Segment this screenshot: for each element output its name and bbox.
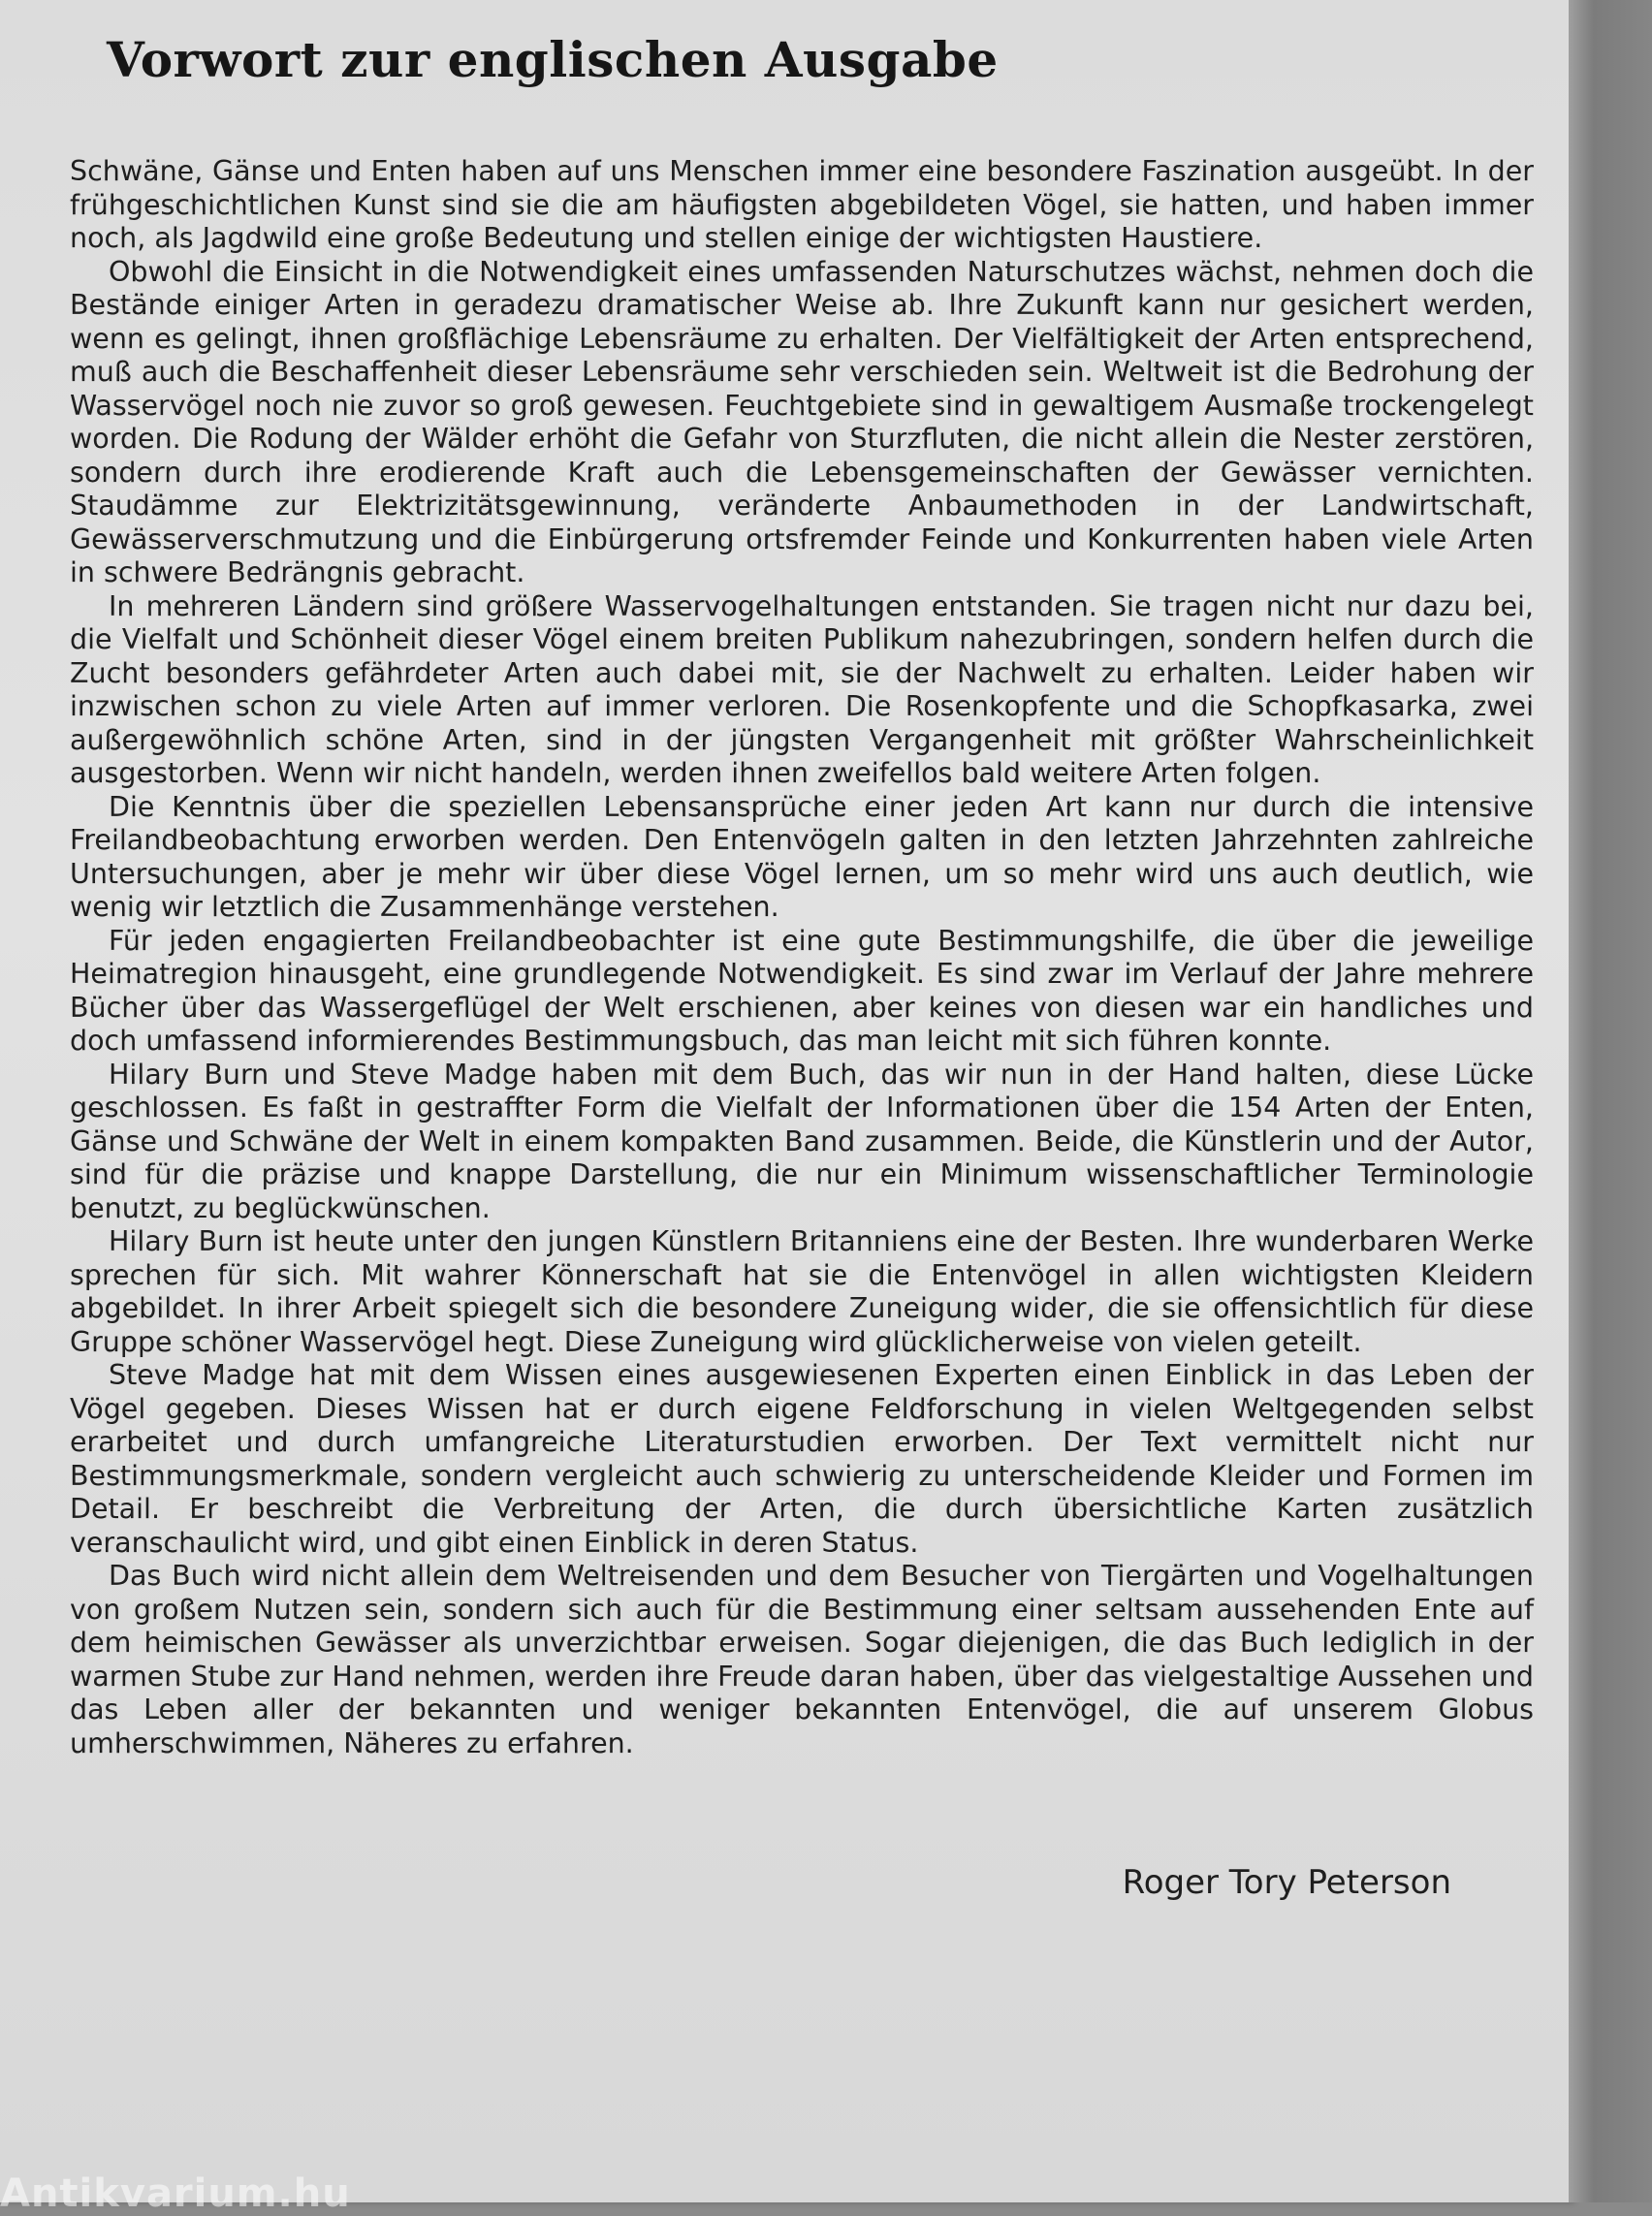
watermark: Antikvarium.hu bbox=[0, 2171, 351, 2216]
paragraph-6: Hilary Burn und Steve Madge haben mit dem Buch, das wir nun in der Hand halten, diese Lücke geschlossen. Es faßt in gestraffter Form die Vielfalt der Informationen über die 154 Arten der Enten, Gänse und Schwäne der Welt in einem kompakten Band zusammen. Beide, die Künstlerin und der Autor, sind für die präzise und knappe Darstellung, die nur ein Minimum wissenschaftlicher Terminologie benutzt, zu beglückwünschen. bbox=[70, 1058, 1534, 1224]
paragraph-3: In mehreren Ländern sind größere Wasservogelhaltungen entstanden. Sie tragen nicht nur dazu bei, die Vielfalt und Schönheit dieser Vögel einem breiten Publikum nahezubringen, sondern helfen durch die Zucht besonders gefährdeter Arten auch dabei mit, sie der Nachwelt zu erhalten. Leider haben wir inzwischen schon zu viele Arten auf immer verloren. Die Rosenkopfente und die Schopfkasarka, zwei außergewöhnlich schöne Arten, sind in der jüngsten Vergangenheit mit größter Wahrscheinlichkeit ausgestorben. Wenn wir nicht handeln, werden ihnen zweifellos bald weitere Arten folgen. bbox=[70, 589, 1534, 789]
foreword-text bbox=[70, 155, 1534, 1760]
author-signature: Roger Tory Peterson bbox=[1122, 1863, 1451, 1902]
paragraph-1: Schwäne, Gänse und Enten haben auf uns Menschen immer eine besondere Faszination ausgeübt. In der frühgeschichtlichen Kunst sind sie die am häufigsten abgebildeten Vögel, sie hatten, und haben immer noch, als Jagdwild eine große Bedeutung und stellen einige der wichtigsten Haustiere. bbox=[70, 155, 1534, 254]
page-edge-shadow bbox=[1569, 0, 1652, 2202]
paragraph-8: Steve Madge hat mit dem Wissen eines ausgewiesenen Experten einen Einblick in das Leben der Vögel gegeben. Dieses Wissen hat er durch eigene Feldforschung in vielen Weltgegenden selbst erarbeitet und durch umfangreiche Literaturstudien erworben. Der Text vermittelt nicht nur Bestimmungsmerkmale, sondern vergleicht auch schwierig zu unterscheidende Kleider und Formen im Detail. Er beschreibt die Verbreitung der Arten, die durch übersichtliche Karten zusätzlich veranschaulicht wird, und gibt einen Einblick in deren Status. bbox=[70, 1359, 1534, 1559]
paragraph-7: Hilary Burn ist heute unter den jungen Künstlern Britanniens eine der Besten. Ihre wunderbaren Werke sprechen für sich. Mit wahrer Könnerschaft hat sie die Entenvögel in allen wichtigsten Kleidern abgebildet. In ihrer Arbeit spiegelt sich die besondere Zuneigung wider, die sie offensichtlich für diese Gruppe schöner Wasservögel hegt. Diese Zuneigung wird glücklicherweise von vielen geteilt. bbox=[70, 1225, 1534, 1358]
paragraph-5: Für jeden engagierten Freilandbeobachter ist eine gute Bestimmungshilfe, die über die jeweilige Heimatregion hinausgeht, eine grundlegende Notwendigkeit. Es sind zwar im Verlauf der Jahre mehrere Bücher über das Wassergeflügel der Welt erschienen, aber keines von diesen war ein handliches und doch umfassend informierendes Bestimmungsbuch, das man leicht mit sich führen konnte. bbox=[70, 924, 1534, 1057]
paragraph-9: Das Buch wird nicht allein dem Weltreisenden und dem Besucher von Tiergärten und Vogelhaltungen von großem Nutzen sein, sondern sich auch für die Bestimmung einer seltsam aussehenden Ente auf dem heimischen Gewässer als unverzichtbar erweisen. Sogar diejenigen, die das Buch lediglich in der warmen Stube zur Hand nehmen, werden ihre Freude daran haben, über das vielgestaltige Aussehen und das Leben aller der bekannten und weniger bekannten Entenvögel, die auf unserem Globus umherschwimmen, Näheres zu erfahren. bbox=[70, 1560, 1534, 1759]
paragraph-2: Obwohl die Einsicht in die Notwendigkeit eines umfassenden Naturschutzes wächst, nehmen doch die Bestände einiger Arten in geradezu dramatischer Weise ab. Ihre Zukunft kann nur gesichert werden, wenn es gelingt, ihnen großflächige Lebensräume zu erhalten. Der Vielfältigkeit der Arten entsprechend, muß auch die Beschaffenheit dieser Lebensräume sehr verschieden sein. Weltweit ist die Bedrohung der Wasservögel noch nie zuvor so groß gewesen. Feuchtgebiete sind in gewaltigem Ausmaße trockengelegt worden. Die Rodung der Wälder erhöht die Gefahr von Sturzfluten, die nicht allein die Nester zerstören, sondern durch ihre erodierende Kraft auch die Lebensgemeinschaften der Gewässer vernichten. Staudämme zur Elektrizitätsgewinnung, veränderte Anbaumethoden in der Landwirtschaft, Gewässerverschmutzung und die Einbürgerung ortsfremder Feinde und Konkurrenten haben viele Arten in schwere Bedrängnis gebracht. bbox=[70, 255, 1534, 588]
paragraph-4: Die Kenntnis über die speziellen Lebensansprüche einer jeden Art kann nur durch die intensive Freilandbeobachtung erworben werden. Den Entenvögeln galten in den letzten Jahrzehnten zahlreiche Untersuchungen, aber je mehr wir über diese Vögel lernen, um so mehr wird uns auch deutlich, wie wenig wir letztlich die Zusammenhänge verstehen. bbox=[70, 790, 1534, 923]
page-heading: Vorwort zur englischen Ausgabe bbox=[107, 31, 999, 88]
